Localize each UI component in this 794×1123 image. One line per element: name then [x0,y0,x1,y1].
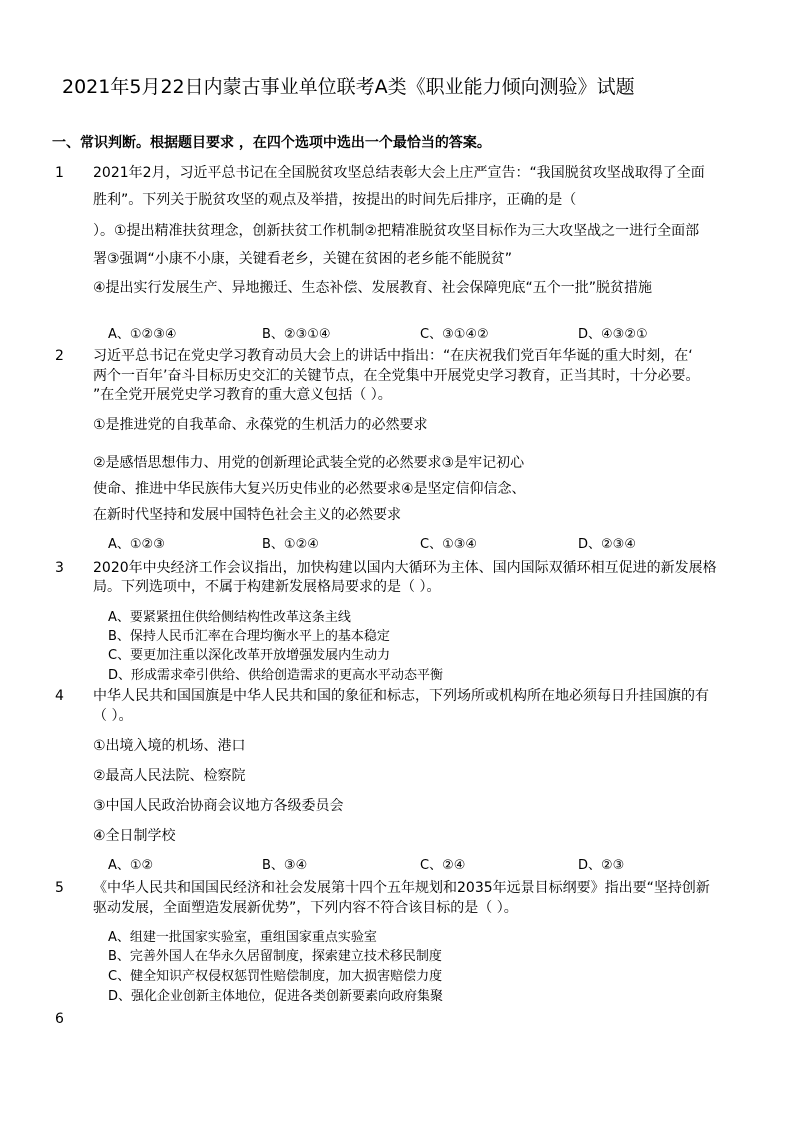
question-text: 2021年2月，习近平总书记在全国脱贫攻坚总结表彰大会上庄严宣告：“我国脱贫攻坚战取得了全面 [93,165,705,181]
option-a: A、①②③ [108,537,165,552]
option-b: B、②③①④ [262,327,331,342]
question-text: ③中国人民政治协商会议地方各级委员会 [93,798,344,814]
option-c: C、②④ [420,858,466,873]
option-c: C、①③④ [420,537,478,552]
option-d: D、②③ [578,858,625,873]
question-text: ④全日制学校 [93,828,176,844]
option-a: A、①②③④ [108,327,177,342]
question-text: ①出境入境的机场、港口 [93,738,246,754]
question-text: 使命、推进中华民族伟大复兴历史伟业的必然要求④是坚定信仰信念、 [93,481,526,497]
question-text: 胜利”。下列关于脱贫攻坚的观点及举措，按提出的时间先后排序，正确的是（ [93,192,577,208]
option-a: A、要紧紧扭住供给侧结构性改革这条主线 [108,610,351,625]
question-text: ）。①提出精准扶贫理念，创新扶贫工作机制②把精准脱贫攻坚目标作为三大攻坚战之一进行全面部 [93,223,700,239]
option-a: A、组建一批国家实验室，重组国家重点实验室 [108,930,377,945]
question-text: （ ）。 [93,708,133,724]
question-text: 局。下列选项中，不属于构建新发展格局要求的是（ ）。 [93,579,441,595]
option-d: D、②③④ [578,537,636,552]
option-b: B、保持人民币汇率在合理均衡水平上的基本稳定 [108,629,390,644]
question-text: 2020年中央经济工作会议指出，加快构建以国内大循环为主体、国内国际双循环相互促进的新发展格 [93,560,717,576]
question-text: 署③强调“小康不小康，关键看老乡，关键在贫困的老乡能不能脱贫” [93,251,513,267]
question-number: 6 [55,1011,64,1027]
question-text: 在新时代坚持和发展中国特色社会主义的必然要求 [93,507,401,523]
question-text: ④提出实行发展生产、异地搬迁、生态补偿、发展教育、社会保障兜底“五个一批”脱贫措施 [93,280,653,296]
option-c: C、③①④② [420,327,489,342]
question-text: ②最高人民法院、检察院 [93,768,246,784]
option-c: C、健全知识产权侵权惩罚性赔偿制度，加大损害赔偿力度 [108,969,443,984]
option-d: D、强化企业创新主体地位，促进各类创新要素向政府集聚 [108,989,444,1004]
question-text: 《中华人民共和国国民经济和社会发展第十四个五年规划和2035年远景目标纲要》指出要“坚持创新 [93,880,710,896]
question-number: 4 [55,688,64,704]
question-text: 驱动发展，全面塑造发展新优势”，下列内容不符合该目标的是（ ）。 [93,900,518,916]
question-text: ”在全党开展党史学习教育的重大意义包括（ ）。 [93,387,392,403]
option-d: D、④③②① [578,327,648,342]
question-number: 2 [55,348,64,364]
option-d: D、形成需求牵引供给、供给创造需求的更高水平动态平衡 [108,668,444,683]
question-number: 5 [55,880,64,896]
option-a: A、①② [108,858,154,873]
question-text: ①是推进党的自我革命、永葆党的生机活力的必然要求 [93,417,428,433]
page-title: 2021年5月22日内蒙古事业单位联考A类《职业能力倾向测验》试题 [62,76,635,98]
question-number: 1 [55,165,64,181]
option-b: B、③④ [262,858,308,873]
question-text: 两个一百年’奋斗目标历史交汇的关键节点，在全党集中开展党史学习教育，正当其时，十分必要。 [93,368,700,384]
question-text: 中华人民共和国国旗是中华人民共和国的象征和标志，下列场所或机构所在地必须每日升挂国旗的有 [93,688,709,704]
question-text: 习近平总书记在党史学习教育动员大会上的讲话中指出：“在庆祝我们党百年华诞的重大时刻，在‘ [93,348,693,364]
option-b: B、完善外国人在华永久居留制度，探索建立技术移民制度 [108,949,442,964]
section-heading: 一、常识判断。根据题目要求 ，在四个选项中选出一个最恰当的答案。 [52,135,491,151]
option-b: B、①②④ [262,537,319,552]
question-text: ②是感悟思想伟力、用党的创新理论武装全党的必然要求③是牢记初心 [93,455,525,471]
option-c: C、要更加注重以深化改革开放增强发展内生动力 [108,648,391,663]
question-number: 3 [55,560,64,576]
